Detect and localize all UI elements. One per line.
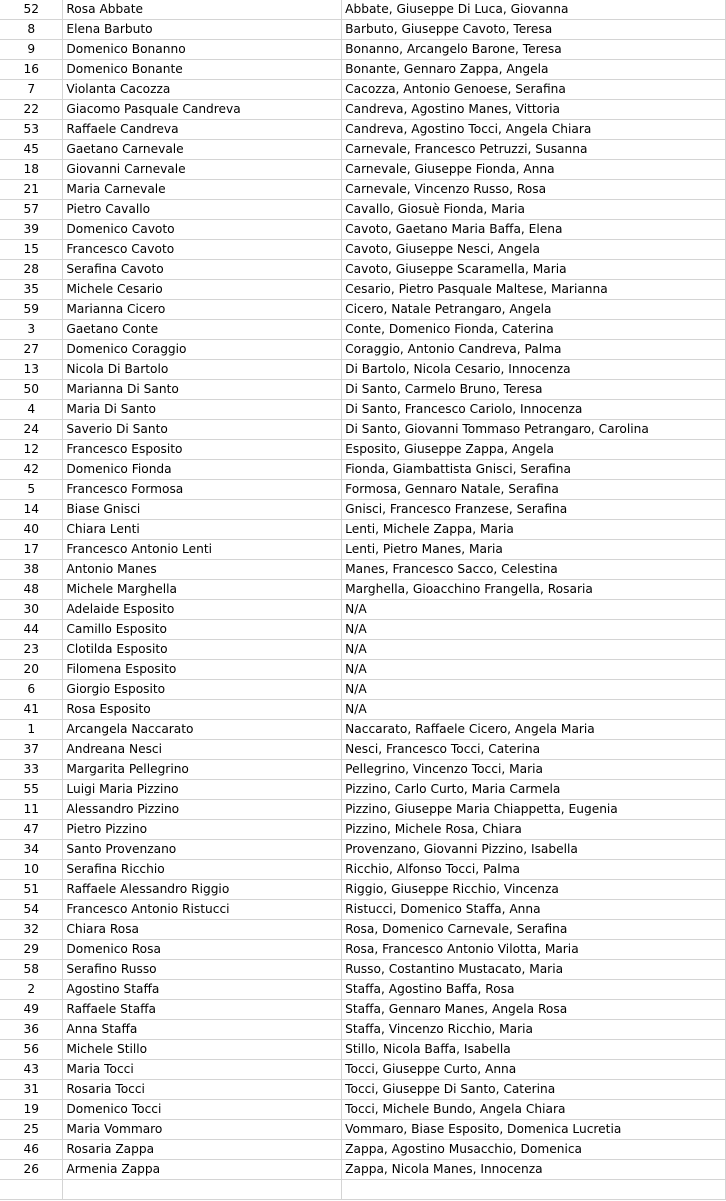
id-cell[interactable]: 33 bbox=[0, 760, 63, 780]
name-cell[interactable]: Rosa Abbate bbox=[63, 0, 342, 20]
id-cell[interactable]: 26 bbox=[0, 1160, 63, 1180]
parents-cell[interactable]: Lenti, Michele Zappa, Maria bbox=[342, 520, 726, 540]
name-cell[interactable]: Anna Staffa bbox=[63, 1020, 342, 1040]
parents-cell[interactable]: Pizzino, Giuseppe Maria Chiappetta, Eugenia bbox=[342, 800, 726, 820]
table-row bbox=[0, 540, 726, 560]
table-row bbox=[0, 300, 726, 320]
name-cell[interactable]: Chiara Lenti bbox=[63, 520, 342, 540]
table-row bbox=[0, 720, 726, 740]
id-cell[interactable]: 9 bbox=[0, 40, 63, 60]
table-row bbox=[0, 1140, 726, 1160]
table-row bbox=[0, 940, 726, 960]
parents-cell[interactable]: Lenti, Pietro Manes, Maria bbox=[342, 540, 726, 560]
parents-cell[interactable]: Cavoto, Giuseppe Scaramella, Maria bbox=[342, 260, 726, 280]
id-cell[interactable]: 12 bbox=[0, 440, 63, 460]
id-cell[interactable]: 18 bbox=[0, 160, 63, 180]
table-row bbox=[0, 700, 726, 720]
id-cell[interactable]: 8 bbox=[0, 20, 63, 40]
parents-cell[interactable]: Ristucci, Domenico Staffa, Anna bbox=[342, 900, 726, 920]
id-cell[interactable]: 36 bbox=[0, 1020, 63, 1040]
id-cell[interactable]: 15 bbox=[0, 240, 63, 260]
parents-cell[interactable]: Cesario, Pietro Pasquale Maltese, Marianna bbox=[342, 280, 726, 300]
table-row bbox=[0, 360, 726, 380]
table-row bbox=[0, 120, 726, 140]
table-row bbox=[0, 280, 726, 300]
parents-cell[interactable]: Carnevale, Vincenzo Russo, Rosa bbox=[342, 180, 726, 200]
table-row bbox=[0, 520, 726, 540]
name-cell[interactable]: Rosaria Zappa bbox=[63, 1140, 342, 1160]
parents-cell[interactable]: Carnevale, Francesco Petruzzi, Susanna bbox=[342, 140, 726, 160]
parents-cell[interactable]: Candreva, Agostino Manes, Vittoria bbox=[342, 100, 726, 120]
id-cell[interactable]: 19 bbox=[0, 1100, 63, 1120]
id-cell[interactable]: 32 bbox=[0, 920, 63, 940]
id-cell[interactable]: 11 bbox=[0, 800, 63, 820]
id-cell[interactable]: 22 bbox=[0, 100, 63, 120]
id-cell[interactable]: 40 bbox=[0, 520, 63, 540]
table-row bbox=[0, 480, 726, 500]
parents-cell[interactable]: Barbuto, Giuseppe Cavoto, Teresa bbox=[342, 20, 726, 40]
parents-cell[interactable] bbox=[342, 1180, 726, 1200]
name-cell[interactable]: Filomena Esposito bbox=[63, 660, 342, 680]
parents-cell[interactable]: Pizzino, Carlo Curto, Maria Carmela bbox=[342, 780, 726, 800]
table-row bbox=[0, 920, 726, 940]
name-cell[interactable]: Giovanni Carnevale bbox=[63, 160, 342, 180]
parents-cell[interactable]: Marghella, Gioacchino Frangella, Rosaria bbox=[342, 580, 726, 600]
parents-cell[interactable]: Candreva, Agostino Tocci, Angela Chiara bbox=[342, 120, 726, 140]
name-cell[interactable]: Francesco Formosa bbox=[63, 480, 342, 500]
table-row bbox=[0, 340, 726, 360]
id-cell[interactable]: 16 bbox=[0, 60, 63, 80]
id-cell[interactable]: 24 bbox=[0, 420, 63, 440]
name-cell[interactable]: Andreana Nesci bbox=[63, 740, 342, 760]
id-cell[interactable]: 25 bbox=[0, 1120, 63, 1140]
name-cell[interactable]: Marianna Di Santo bbox=[63, 380, 342, 400]
parents-cell[interactable]: Cavoto, Gaetano Maria Baffa, Elena bbox=[342, 220, 726, 240]
id-cell[interactable]: 47 bbox=[0, 820, 63, 840]
id-cell[interactable]: 55 bbox=[0, 780, 63, 800]
table-row bbox=[0, 500, 726, 520]
parents-cell[interactable]: Staffa, Gennaro Manes, Angela Rosa bbox=[342, 1000, 726, 1020]
table-row bbox=[0, 0, 726, 20]
id-cell[interactable]: 6 bbox=[0, 680, 63, 700]
id-cell[interactable]: 7 bbox=[0, 80, 63, 100]
id-cell[interactable]: 17 bbox=[0, 540, 63, 560]
id-cell[interactable]: 51 bbox=[0, 880, 63, 900]
table-row bbox=[0, 20, 726, 40]
id-cell[interactable]: 14 bbox=[0, 500, 63, 520]
parents-cell[interactable]: Pizzino, Michele Rosa, Chiara bbox=[342, 820, 726, 840]
id-cell[interactable]: 57 bbox=[0, 200, 63, 220]
parents-cell[interactable]: Cavallo, Giosuè Fionda, Maria bbox=[342, 200, 726, 220]
table-row bbox=[0, 1080, 726, 1100]
name-cell[interactable]: Domenico Cavoto bbox=[63, 220, 342, 240]
id-cell[interactable]: 30 bbox=[0, 600, 63, 620]
table-row bbox=[0, 560, 726, 580]
name-cell[interactable]: Francesco Esposito bbox=[63, 440, 342, 460]
name-cell[interactable]: Santo Provenzano bbox=[63, 840, 342, 860]
id-cell[interactable]: 58 bbox=[0, 960, 63, 980]
id-cell[interactable]: 2 bbox=[0, 980, 63, 1000]
table-row bbox=[0, 420, 726, 440]
name-cell[interactable]: Agostino Staffa bbox=[63, 980, 342, 1000]
name-cell[interactable]: Domenico Rosa bbox=[63, 940, 342, 960]
id-cell[interactable]: 21 bbox=[0, 180, 63, 200]
parents-cell[interactable]: Coraggio, Antonio Candreva, Palma bbox=[342, 340, 726, 360]
parents-cell[interactable]: Provenzano, Giovanni Pizzino, Isabella bbox=[342, 840, 726, 860]
name-cell[interactable]: Francesco Cavoto bbox=[63, 240, 342, 260]
name-cell[interactable]: Violanta Cacozza bbox=[63, 80, 342, 100]
name-cell[interactable]: Michele Stillo bbox=[63, 1040, 342, 1060]
table-row bbox=[0, 840, 726, 860]
parents-cell[interactable]: Manes, Francesco Sacco, Celestina bbox=[342, 560, 726, 580]
table-row bbox=[0, 860, 726, 880]
parents-cell[interactable]: Staffa, Vincenzo Ricchio, Maria bbox=[342, 1020, 726, 1040]
name-cell[interactable]: Domenico Fionda bbox=[63, 460, 342, 480]
table-row bbox=[0, 1060, 726, 1080]
parents-cell[interactable]: Fionda, Giambattista Gnisci, Serafina bbox=[342, 460, 726, 480]
name-cell[interactable]: Domenico Coraggio bbox=[63, 340, 342, 360]
name-cell[interactable]: Elena Barbuto bbox=[63, 20, 342, 40]
parents-cell[interactable]: Cavoto, Giuseppe Nesci, Angela bbox=[342, 240, 726, 260]
id-cell[interactable]: 23 bbox=[0, 640, 63, 660]
table-row bbox=[0, 260, 726, 280]
name-cell[interactable]: Giacomo Pasquale Candreva bbox=[63, 100, 342, 120]
parents-cell[interactable]: Tocci, Giuseppe Curto, Anna bbox=[342, 1060, 726, 1080]
parents-cell[interactable]: Bonanno, Arcangelo Barone, Teresa bbox=[342, 40, 726, 60]
parents-cell[interactable]: Tocci, Giuseppe Di Santo, Caterina bbox=[342, 1080, 726, 1100]
parents-cell[interactable]: Riggio, Giuseppe Ricchio, Vincenza bbox=[342, 880, 726, 900]
parents-cell[interactable]: Pellegrino, Vincenzo Tocci, Maria bbox=[342, 760, 726, 780]
name-cell[interactable]: Domenico Bonante bbox=[63, 60, 342, 80]
parents-cell[interactable]: Zappa, Nicola Manes, Innocenza bbox=[342, 1160, 726, 1180]
table-row bbox=[0, 1100, 726, 1120]
name-cell[interactable]: Rosaria Tocci bbox=[63, 1080, 342, 1100]
id-cell[interactable]: 3 bbox=[0, 320, 63, 340]
id-cell[interactable]: 41 bbox=[0, 700, 63, 720]
parents-cell[interactable]: Di Santo, Giovanni Tommaso Petrangaro, Carolina bbox=[342, 420, 726, 440]
table-row bbox=[0, 380, 726, 400]
name-cell[interactable]: Michele Marghella bbox=[63, 580, 342, 600]
name-cell[interactable]: Saverio Di Santo bbox=[63, 420, 342, 440]
parents-cell[interactable]: Staffa, Agostino Baffa, Rosa bbox=[342, 980, 726, 1000]
name-cell[interactable]: Raffaele Candreva bbox=[63, 120, 342, 140]
name-cell[interactable] bbox=[63, 1180, 342, 1200]
table-row bbox=[0, 140, 726, 160]
id-cell[interactable]: 48 bbox=[0, 580, 63, 600]
name-cell[interactable]: Biase Gnisci bbox=[63, 500, 342, 520]
name-cell[interactable]: Maria Di Santo bbox=[63, 400, 342, 420]
table-row bbox=[0, 400, 726, 420]
parents-cell[interactable]: Di Santo, Carmelo Bruno, Teresa bbox=[342, 380, 726, 400]
name-cell[interactable]: Chiara Rosa bbox=[63, 920, 342, 940]
parents-cell[interactable]: Tocci, Michele Bundo, Angela Chiara bbox=[342, 1100, 726, 1120]
parents-cell[interactable]: N/A bbox=[342, 680, 726, 700]
name-cell[interactable]: Luigi Maria Pizzino bbox=[63, 780, 342, 800]
id-cell[interactable]: 42 bbox=[0, 460, 63, 480]
id-cell[interactable]: 59 bbox=[0, 300, 63, 320]
table-row bbox=[0, 1180, 726, 1200]
id-cell[interactable]: 1 bbox=[0, 720, 63, 740]
table-row bbox=[0, 40, 726, 60]
id-cell[interactable]: 20 bbox=[0, 660, 63, 680]
name-cell[interactable]: Maria Vommaro bbox=[63, 1120, 342, 1140]
id-cell[interactable]: 45 bbox=[0, 140, 63, 160]
id-cell[interactable]: 5 bbox=[0, 480, 63, 500]
name-cell[interactable]: Francesco Antonio Lenti bbox=[63, 540, 342, 560]
table-row bbox=[0, 980, 726, 1000]
id-cell[interactable]: 35 bbox=[0, 280, 63, 300]
table-row bbox=[0, 960, 726, 980]
parents-cell[interactable]: Cacozza, Antonio Genoese, Serafina bbox=[342, 80, 726, 100]
parents-cell[interactable]: Abbate, Giuseppe Di Luca, Giovanna bbox=[342, 0, 726, 20]
parents-cell[interactable]: Ricchio, Alfonso Tocci, Palma bbox=[342, 860, 726, 880]
table-row bbox=[0, 660, 726, 680]
table-row bbox=[0, 820, 726, 840]
name-cell[interactable]: Adelaide Esposito bbox=[63, 600, 342, 620]
table-row bbox=[0, 180, 726, 200]
name-cell[interactable]: Arcangela Naccarato bbox=[63, 720, 342, 740]
id-cell[interactable]: 29 bbox=[0, 940, 63, 960]
table-row bbox=[0, 640, 726, 660]
id-cell[interactable]: 54 bbox=[0, 900, 63, 920]
name-cell[interactable]: Domenico Tocci bbox=[63, 1100, 342, 1120]
table-row bbox=[0, 1120, 726, 1140]
table-row bbox=[0, 220, 726, 240]
table-row bbox=[0, 1020, 726, 1040]
id-cell[interactable]: 28 bbox=[0, 260, 63, 280]
table-row bbox=[0, 440, 726, 460]
id-cell[interactable]: 52 bbox=[0, 0, 63, 20]
table-row bbox=[0, 740, 726, 760]
id-cell[interactable]: 38 bbox=[0, 560, 63, 580]
parents-cell[interactable]: Esposito, Giuseppe Zappa, Angela bbox=[342, 440, 726, 460]
name-cell[interactable]: Clotilda Esposito bbox=[63, 640, 342, 660]
parents-cell[interactable]: Formosa, Gennaro Natale, Serafina bbox=[342, 480, 726, 500]
table-row bbox=[0, 460, 726, 480]
table-row bbox=[0, 620, 726, 640]
name-cell[interactable]: Pietro Cavallo bbox=[63, 200, 342, 220]
id-cell[interactable]: 49 bbox=[0, 1000, 63, 1020]
parents-cell[interactable]: Zappa, Agostino Musacchio, Domenica bbox=[342, 1140, 726, 1160]
id-cell[interactable] bbox=[0, 1180, 63, 1200]
table-row bbox=[0, 580, 726, 600]
parents-cell[interactable]: Nesci, Francesco Tocci, Caterina bbox=[342, 740, 726, 760]
name-cell[interactable]: Francesco Antonio Ristucci bbox=[63, 900, 342, 920]
table-row bbox=[0, 760, 726, 780]
id-cell[interactable]: 4 bbox=[0, 400, 63, 420]
name-cell[interactable]: Serafina Ricchio bbox=[63, 860, 342, 880]
parents-cell[interactable]: N/A bbox=[342, 660, 726, 680]
id-cell[interactable]: 44 bbox=[0, 620, 63, 640]
name-cell[interactable]: Maria Carnevale bbox=[63, 180, 342, 200]
table-row bbox=[0, 880, 726, 900]
table-row bbox=[0, 780, 726, 800]
parents-cell[interactable]: Conte, Domenico Fionda, Caterina bbox=[342, 320, 726, 340]
id-cell[interactable]: 34 bbox=[0, 840, 63, 860]
id-cell[interactable]: 43 bbox=[0, 1060, 63, 1080]
id-cell[interactable]: 53 bbox=[0, 120, 63, 140]
id-cell[interactable]: 10 bbox=[0, 860, 63, 880]
table-row bbox=[0, 1040, 726, 1060]
id-cell[interactable]: 39 bbox=[0, 220, 63, 240]
name-cell[interactable]: Raffaele Alessandro Riggio bbox=[63, 880, 342, 900]
table-row bbox=[0, 1000, 726, 1020]
name-cell[interactable]: Margarita Pellegrino bbox=[63, 760, 342, 780]
parents-cell[interactable]: N/A bbox=[342, 620, 726, 640]
parents-cell[interactable]: N/A bbox=[342, 600, 726, 620]
parents-cell[interactable]: Rosa, Francesco Antonio Vilotta, Maria bbox=[342, 940, 726, 960]
parents-cell[interactable]: Gnisci, Francesco Franzese, Serafina bbox=[342, 500, 726, 520]
parents-cell[interactable]: N/A bbox=[342, 640, 726, 660]
table-row bbox=[0, 60, 726, 80]
name-cell[interactable]: Michele Cesario bbox=[63, 280, 342, 300]
name-cell[interactable]: Armenia Zappa bbox=[63, 1160, 342, 1180]
name-cell[interactable]: Antonio Manes bbox=[63, 560, 342, 580]
table-row bbox=[0, 100, 726, 120]
table-row bbox=[0, 600, 726, 620]
parents-cell[interactable]: Bonante, Gennaro Zappa, Angela bbox=[342, 60, 726, 80]
name-cell[interactable]: Marianna Cicero bbox=[63, 300, 342, 320]
name-cell[interactable]: Domenico Bonanno bbox=[63, 40, 342, 60]
id-cell[interactable]: 13 bbox=[0, 360, 63, 380]
table-row bbox=[0, 1160, 726, 1180]
table-row bbox=[0, 680, 726, 700]
parents-cell[interactable]: Russo, Costantino Mustacato, Maria bbox=[342, 960, 726, 980]
name-cell[interactable]: Pietro Pizzino bbox=[63, 820, 342, 840]
id-cell[interactable]: 27 bbox=[0, 340, 63, 360]
parents-cell[interactable]: Cicero, Natale Petrangaro, Angela bbox=[342, 300, 726, 320]
table-row bbox=[0, 80, 726, 100]
parents-cell[interactable]: Naccarato, Raffaele Cicero, Angela Maria bbox=[342, 720, 726, 740]
table-row bbox=[0, 240, 726, 260]
name-cell[interactable]: Camillo Esposito bbox=[63, 620, 342, 640]
id-cell[interactable]: 56 bbox=[0, 1040, 63, 1060]
name-cell[interactable]: Gaetano Carnevale bbox=[63, 140, 342, 160]
id-cell[interactable]: 37 bbox=[0, 740, 63, 760]
table-row bbox=[0, 320, 726, 340]
name-cell[interactable]: Raffaele Staffa bbox=[63, 1000, 342, 1020]
name-cell[interactable]: Rosa Esposito bbox=[63, 700, 342, 720]
name-cell[interactable]: Gaetano Conte bbox=[63, 320, 342, 340]
parents-cell[interactable]: Rosa, Domenico Carnevale, Serafina bbox=[342, 920, 726, 940]
id-cell[interactable]: 50 bbox=[0, 380, 63, 400]
name-cell[interactable]: Serafina Cavoto bbox=[63, 260, 342, 280]
parents-cell[interactable]: Stillo, Nicola Baffa, Isabella bbox=[342, 1040, 726, 1060]
name-cell[interactable]: Maria Tocci bbox=[63, 1060, 342, 1080]
table-row bbox=[0, 160, 726, 180]
parents-cell[interactable]: Carnevale, Giuseppe Fionda, Anna bbox=[342, 160, 726, 180]
parents-cell[interactable]: Di Santo, Francesco Cariolo, Innocenza bbox=[342, 400, 726, 420]
parents-cell[interactable]: N/A bbox=[342, 700, 726, 720]
parents-cell[interactable]: Di Bartolo, Nicola Cesario, Innocenza bbox=[342, 360, 726, 380]
table-row bbox=[0, 200, 726, 220]
name-cell[interactable]: Alessandro Pizzino bbox=[63, 800, 342, 820]
name-cell[interactable]: Nicola Di Bartolo bbox=[63, 360, 342, 380]
name-cell[interactable]: Serafino Russo bbox=[63, 960, 342, 980]
id-cell[interactable]: 46 bbox=[0, 1140, 63, 1160]
table-row bbox=[0, 800, 726, 820]
table-row bbox=[0, 900, 726, 920]
name-cell[interactable]: Giorgio Esposito bbox=[63, 680, 342, 700]
id-cell[interactable]: 31 bbox=[0, 1080, 63, 1100]
parents-cell[interactable]: Vommaro, Biase Esposito, Domenica Lucretia bbox=[342, 1120, 726, 1140]
